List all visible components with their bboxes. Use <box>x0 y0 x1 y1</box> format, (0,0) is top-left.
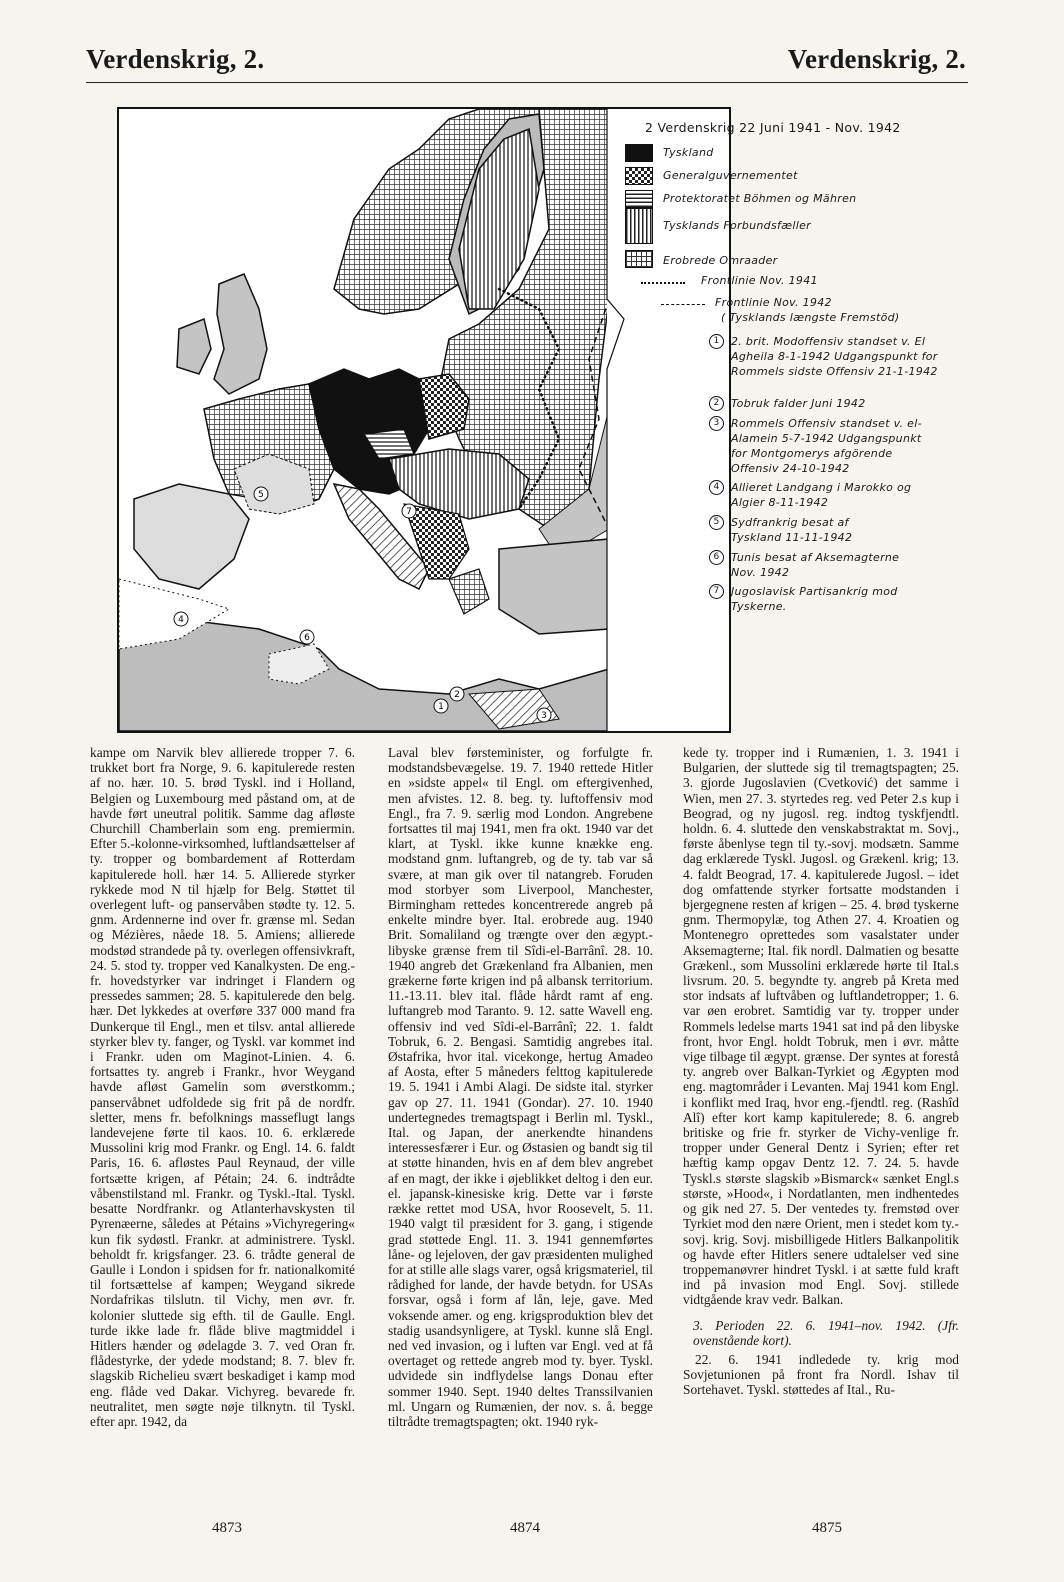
page-number-3: 4875 <box>812 1520 842 1536</box>
column-1-text: kampe om Narvik blev allierede tropper 7. 6. trukket bort fra Norge, 9. 6. kapitulerede resten af no. hær. 10. 5. brød Tyskl. ind i Holland, Belgien og Luxembourg med påstand om, at de havde ført uneutral politik. Samme dag afløste Churchill Chamberlain som eng. premiermin. Efter 5.-kolonne-virksomhed, luftlandsættelser af ty. tropper og bombardement af Rotterdam kapitulerede holl. hær 14. 5. Allierede styrker rykkede mod N til hjælp for Belg. Støttet til overlegent luft- og panservåben stødte ty. 12. 5. gnm. Ardennerne ind over fr. grænse ml. Sedan og Mézières, nåede 18. 5. Amiens; allierede modstød strandede på ty. overlegen offensivkraft, 24. 5. stod ty. tropper ved Kanalkysten. De eng.-fr. hovedstyrker var indringet i Flandern og pressedes sammen; 28. 5. kapitulerede den belg. hær. Det lykkedes at overføre 337 000 mand fra Dunkerque til Engl., men et tilsv. antal allierede styrker blev ty. fanger, og Tyskl. var kommet ind i Frankr. uden om Maginot-Linien. 4. 6. fortsattes ty. angreb i Frankr., hvor Weygand havde afløst Gamelin som øverstkomm.; panservåbnet udfoldede sig frit på de nordfr. sletter, mens fr. befolknings masseflugt langs landevejene førte til kaos. 10. 6. erklærede Mussolini krig mod Frankr. og Engl. 14. 6. faldt Paris, 16. 6. afløstes Paul Reynaud, der ville fortsætte krigen, af Pétain; 24. 6. indtrådte våbenstilstand ml. Frankr. og Tyskl.-Ital. Tyskl. besatte Nordfrankr. og Atlanterhavskysten til Pyrenæerne, således at Pétains »Vichyregering« kun fik sydøstl. Frankr. at administrere. Tyskl. beholdt fr. krigsfanger. 23. 6. trådte general de Gaulle i London i spidsen for fr. nationalkomité til fortsættelse af kampen; Weygand sikrede Nordafrikas tilslutn. til Vichy, men øvr. fr. kolonier sluttede sig efth. til de Gaulle. Engl. turde ikke lade fr. flåde blive magtmiddel i Hitlers hænder og ødelagde 3. 7. ved Oran fr. flådestyrke, der ydede modstand; 8. 7. blev fr. slagskib Richelieu svært beskadiget i kamp mod eng. flåde ved Dakar. Vichyreg. bevarede fr. neutralitet, men søgte nøje tilknytn. til Tyskl. efter apr. 1942, da <box>90 745 355 1429</box>
text-column-2 <box>388 745 653 1429</box>
swatch-forbundsfaeller <box>625 208 653 244</box>
legend-dashed-line <box>661 304 705 305</box>
column-3-text: kede ty. tropper ind i Rumænien, 1. 3. 1941 i Bulgarien, der sluttede sig til tremagtspagten; 25. 3. gjorde Jugoslavien (Cvetković) det samme i Wien, men 27. 3. styrtedes reg. ved Peter 2.s kup i Beograd, og ny jugosl. reg. indtog tyskfjendtl. holdn. 6. 4. sluttede den venskabstraktat m. Sovj., første åbenlyse tegn til ty.-sovj. modsætn. Samme dag erklærede Tyskl. Jugosl. og Grækenl. krig; 13. 4. faldt Beograd, 17. 4. kapitulerede Jugosl. – idet dog omfattende styrker fortsatte modstanden i bjergegnene resten af krigen – 25. 4. brød tyskerne gnm. Thermopylæ, tog Athen 27. 4. Kroatien og Montenegro oprettedes som vasalstater under Aksemagterne; Ital. fik nordl. Dalmatien og besatte Grækenl., som Mussolini erklærede hørte til Ital.s livsrum. 20. 5. begyndte ty. angreb på Kreta med stor indsats af luftvåben og luftlandetropper; 1. 6. var øen erobret. Samtidig var ty. tropper under Rommels ledelse marts 1941 sat ind på den libyske front, hvor Engl. holdt Tobruk, men i øvr. måtte vige tilbage til ægypt. grænse. Der syntes at forestå ty. angreb over Balkan-Tyrkiet og Ægypten mod eng. magtområder i Levanten. Maj 1941 kom Engl. i konflikt med Iraq, hvor eng.-fjendtl. reg. (Rashîd Alî) efter kort kamp kapitulerede; 8. 6. angreb britiske og frie fr. styrker de Vichy-venlige fr. tropper under General Dentz i Syrien; efter ret hæftig kamp opgav Dentz 12. 7. 24. 5. havde Tyskl.s største slagskib »Bismarck« sænket Engl.s største, »Hood«, i Nordatlanten, men indhentedes og gik ned 27. 5. Der ventedes ty. fremstød over Tyrkiet mod den nære Orient, men i stedet kom ty.-sovj. krig. Sovj. misbilligede Hitlers Balkanpolitik og havde efter Hitlers senere udtalelser ved sine troppemanøvrer hindret Tyskl. i at sætte fuld kraft ind på invasion mod Engl. Sovj. stillede vidtgående krav vedr. Balkan. <box>683 745 959 1308</box>
swatch-tyskland <box>625 144 653 162</box>
note-number-circle: 5 <box>709 515 724 530</box>
note-number-circle: 4 <box>709 480 724 495</box>
legend-note-3 <box>713 416 931 476</box>
page-number-1: 4873 <box>212 1520 242 1536</box>
legend-dotted-line <box>641 282 685 284</box>
header-rule <box>86 82 968 83</box>
swatch-erobrede-omraader <box>625 250 653 268</box>
swatch-protektoratet <box>625 190 653 208</box>
svg-text:2: 2 <box>454 690 460 700</box>
note-number-circle: 2 <box>709 396 724 411</box>
legend-note-5 <box>713 515 901 545</box>
running-header-left: Verdenskrig, 2. <box>86 44 265 74</box>
legend-label-erobrede-omraader: Erobrede Omraader <box>663 254 778 267</box>
legend-label-tyskland: Tyskland <box>663 146 714 159</box>
map-legend <box>605 108 950 663</box>
note-text: Jugoslavisk Partisankrig mod Tyskerne. <box>731 585 898 613</box>
note-text: Tobruk falder Juni 1942 <box>731 397 866 410</box>
svg-text:3: 3 <box>541 711 547 721</box>
legend-note-6 <box>713 550 911 580</box>
swatch-generalguvernementet <box>625 167 653 185</box>
svg-text:4: 4 <box>178 615 184 625</box>
note-text: Sydfrankrig besat af Tyskland 11-11-1942 <box>731 516 853 544</box>
note-text: 2. brit. Modoffensiv standset v. El Agheila 8-1-1942 Udgangspunkt for Rommels sidste Offensiv 21-1-1942 <box>731 335 938 378</box>
svg-text:1: 1 <box>438 702 444 712</box>
note-text: Tunis besat af Aksemagterne Nov. 1942 <box>731 551 900 579</box>
note-text: Rommels Offensiv standset v. el-Alamein 5-7-1942 Udgangspunkt for Montgomerys afgörende Offensiv 24-10-1942 <box>731 417 922 475</box>
legend-note-1 <box>713 334 941 379</box>
note-number-circle: 1 <box>709 334 724 349</box>
legend-front-1942-note: ( Tysklands længste Fremstöd) <box>721 311 900 324</box>
legend-note-4 <box>713 480 936 510</box>
text-column-3 <box>683 745 959 1398</box>
legend-label-forbundsfaeller: Tysklands Forbundsfæller <box>663 219 811 232</box>
legend-front-1942: Frontlinie Nov. 1942 <box>715 296 832 309</box>
note-number-circle: 3 <box>709 416 724 431</box>
running-header-right: Verdenskrig, 2. <box>787 44 966 74</box>
column-2-text: Laval blev førsteminister, og forfulgte fr. modstandsbevægelse. 19. 7. 1940 rettede Hitler en »sidste appel« til Engl. om eftergivenhed, men afvistes. 12. 8. beg. ty. luftoffensiv mod Engl., fra 7. 9. særlig mod London. Angrebene fortsattes til maj 1941, men fra okt. 1940 var det klart, at Tyskl. ikke kunne knække eng. modstand gnm. luftangreb, og de ty. tab var så svære, at man gik over til natangreb. Foruden mod storbyer som Liverpool, Manchester, Birmingham rettedes koncentrerede angreb på enkelte mindre byer. Ital. erobrede aug. 1940 Brit. Somaliland og trængte over den ægypt.-libyske grænse frem til Sîdi-el-Barrânî. 28. 10. 1940 angreb det Grækenland fra Albanien, men grækerne førte krigen ind på albansk territorium. 11.-13.11. blev ital. flåde hårdt ramt af eng. luftangreb mod Taranto. 9. 12. satte Wavell eng. offensiv ind ved Sîdi-el-Barrânî; 22. 1. faldt Tobruk, 6. 2. Bengasi. Samtidig angrebes ital. Østafrika, hvor ital. vicekonge, hertug Amadeo af Aosta, efter 5 måneders felttog kapitulerede 19. 5. 1941 i Ambi Alagi. De sidste ital. styrker gav op 27. 11. 1941 (Gondar). 27. 10. 1940 undertegnedes tremagtspagt i Berlin ml. Tyskl., Ital. og Japan, der anerkendte hinandens interessesfærer i Eur. og Østasien og bandt sig til at støtte hinanden, hvis en af dem blev angrebet af en magt, der ikke i øjeblikket deltog i den eur. el. japansk-kinesiske krig. Dette var i første række rettet mod USA, hvor Roosevelt, 5. 11. 1940 valgt til præsident for 3. gang, i stigende grad støttede Engl. 11. 3. 1941 gennemførtes låne- og lejeloven, der gav præsidenten mulighed for at stille alle slags varer, også krigsmateriel, til rådighed for lande, der havde betydn. for USAs forsvar, også i form af lån, leje, gave. Med voksende amer. og eng. krigsproduktion blev det stadig usandsynligere, at Tyskl. kunne slå Engl. ned ved invasion, og i luften var Engl. ved at få overtaget og rettede angreb mod ty. byer. Tyskl. udvidede sin indflydelse langs Donau efter sommer 1940. Sept. 1940 deltes Transsilvanien ml. Ungarn og Rumænien, der nov. s. å. begge tiltrådte tremagtspagten; okt. 1940 ryk- <box>388 745 653 1429</box>
note-number-circle: 7 <box>709 584 724 599</box>
legend-note-7 <box>713 584 911 614</box>
section-heading: 3. Perioden 22. 6. 1941–nov. 1942. (Jfr. ovenstående kort). <box>693 1317 959 1348</box>
note-text: Allieret Landgang i Marokko og Algier 8-11-1942 <box>731 481 912 509</box>
page-number-2: 4874 <box>510 1520 540 1536</box>
legend-label-protektoratet: Protektoratet Böhmen og Mähren <box>663 192 857 205</box>
svg-text:6: 6 <box>304 633 310 643</box>
map-title: 2 Verdenskrig 22 Juni 1941 - Nov. 1942 <box>645 120 901 135</box>
column-3-tail: 22. 6. 1941 indledede ty. krig mod Sovjetunionen på front fra Nordl. Ishav til Sortehavet. Tyskl. støttedes af Ital., Ru- <box>683 1351 959 1398</box>
legend-front-1941: Frontlinie Nov. 1941 <box>701 274 818 287</box>
legend-label-generalguvernementet: Generalguvernementet <box>663 169 798 182</box>
text-column-1 <box>90 745 355 1429</box>
note-number-circle: 6 <box>709 550 724 565</box>
svg-text:5: 5 <box>258 490 264 500</box>
legend-note-2 <box>713 396 941 411</box>
svg-text:7: 7 <box>406 507 412 517</box>
